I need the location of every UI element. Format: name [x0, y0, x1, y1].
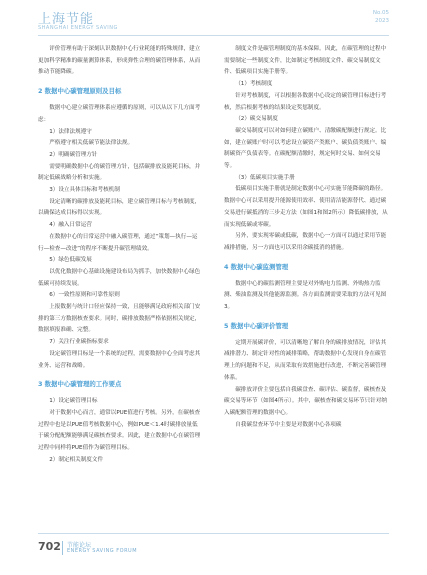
paragraph: 碳排放评价主要包括自我碳盘查、碳评估、碳监督，碳核查及碳交易等环节（如图4所示）。其中，碳核查和碳交易环节只针对纳入碳配额管理的数据中心。 — [224, 386, 387, 416]
page-footer — [0, 533, 427, 575]
paragraph: （2）碳交易制度 — [235, 116, 278, 123]
paragraph: 针对考核制度，可以根据各数据中心设定的碳管理目标进行考核，然后根据考核的结果设定奖惩制度。 — [224, 92, 387, 111]
paragraph: 制度文件是碳管理制度的基本保障。因此，在碳管理的过程中需要制定一些制度文件，比如制定考核制度文件、碳交易制度文件、低碳项目实施手册等。 — [224, 46, 387, 76]
paragraph: 设定碳管理目标是一个系统的过程，需要数据中心全面考虑其业务、运营和战略。 — [38, 350, 201, 369]
paragraph: 对于数据中心而言，通常以PUE值进行考核。另外，在碳核查过程中也是以PUE值考核数据中心，例如PUE＜1.4时碳排放量低于碳分配配额能够满足碳核查要求。因此，建立数据中心在碳管理过程中同样将PUE值作为碳管理目标。 — [38, 409, 201, 452]
paragraph: 1）设定碳管理目标 — [49, 398, 98, 405]
paragraph: 4）融入日常运营 — [49, 222, 92, 229]
paragraph: 数据中心建立碳管理体系应遵循的原则，可以从以下几方面考虑： — [38, 105, 201, 123]
section-heading: 2 数据中心碳管理原则及目标 — [38, 87, 122, 96]
issue-year: 2023 — [375, 18, 389, 24]
paragraph: 另外，要实现零碳或低碳，数据中心一方面可以通过采用节能减排措施，另一方面也可以采用余碳抵消的措施。 — [224, 233, 387, 251]
section-name-en: ENERGY SAVING FORUM — [67, 548, 138, 554]
paragraph: 碳交易制度可以对如何建立碳账户、清缴碳配额进行规定。比如，建立碳账户时可以考虑设立碳资产类账户、碳负债类账户、编制碳资产负债表等。在碳配额清缴时，规定何时交易、如何交易等。 — [224, 127, 387, 170]
paragraph: 以优化数据中心基础设施建设布局为抓手，加快数据中心绿色低碳可持续发展。 — [38, 268, 201, 287]
paragraph: （1）考核制度 — [235, 81, 273, 88]
paragraph: 7）关注行业碳指标要求 — [49, 339, 109, 346]
section-heading: 3 数据中心碳管理的工作要点 — [38, 380, 122, 389]
section-heading: 4 数据中心碳监测管理 — [224, 262, 289, 271]
journal-subtitle: SHANGHAI ENERGY SAVING — [38, 25, 118, 31]
section-name-cn: 节能论坛 — [67, 542, 92, 549]
page-number: 702 — [38, 540, 61, 553]
left-column — [38, 44, 202, 467]
paragraph: 自我碳盘查环节中主要是对数据中心各项碳 — [235, 421, 342, 428]
paragraph: 评价管理有助于深刻认识数据中心行业耗能的特殊规律，建立更加科学精准的碳量测算体系，形成弹性合理的碳管理体系，从而推动节能降碳。 — [38, 46, 201, 76]
header-divider — [38, 35, 389, 36]
paragraph: 设定清晰的碳排放及能耗目标，建立碳管理目标与考核制度，以确保达成目标得以实现。 — [38, 198, 201, 217]
journal-title: 上海节能 — [38, 12, 95, 27]
paragraph: 需要明确数据中心的碳管理方针，包括碳排放及能耗目标，并制定低碳战略分析和实施。 — [38, 163, 201, 182]
right-column — [224, 44, 388, 431]
paragraph: 2）明确碳管理方针 — [49, 151, 98, 158]
issue-number: No.05 — [372, 10, 389, 16]
paragraph: 3）设立具体目标和考核机制 — [49, 187, 120, 194]
paragraph: 上报数据与统计口径应保持一致，且能够满足政府相关部门安排的第三方数据核查要求。同时，碳排放数据严格依据相关规定，数据填报准确、完整。 — [38, 304, 201, 334]
paragraph: 定期开展碳评价，可以清晰地了解自身的碳排放情况，评估其减排潜力、制定针对性的减排策略，帮助数据中心发现自身在碳管理上的问题和不足，从而采取有效措施进行改进，不断完善碳管理体系。 — [224, 339, 387, 381]
issue-info — [373, 9, 389, 25]
paragraph: 2）制定相关制度文件 — [49, 456, 104, 463]
page-header — [0, 0, 427, 42]
paragraph: 5）绿色低碳发展 — [49, 257, 92, 264]
paragraph: （3）低碳项目实施手册 — [235, 174, 295, 181]
footer-divider — [38, 533, 389, 534]
paragraph: 1）法律法规遵守 — [49, 128, 92, 135]
footer-separator — [62, 541, 63, 555]
paragraph: 数据中心的碳监测管理主要是对外购电力监测、外购热力监测、柴油监测及其他能源监测。各方面监测需要采取的方法可见图3。 — [224, 280, 387, 311]
section-heading: 5 数据中心碳评价管理 — [224, 321, 289, 330]
paragraph: 6）一致性原则和可靠性原则 — [49, 292, 120, 299]
paragraph: 在数据中心的日常运营中融入碳管理，通过“策划—执行—运行—检查—改进”的程序不断提升碳管理绩效。 — [38, 233, 198, 252]
paragraph: 严格遵守相关低碳节能法律法规。 — [49, 140, 134, 147]
paragraph: 低碳项目实施手册就是制定数据中心可实施节能降碳的路径。数据中心可以采用提升能源使用效率、使用清洁能源替代、通过碳交易进行碳抵消的三步走方法（如图1和图2所示）降低碳排放，从而实现低碳或零碳。 — [224, 186, 388, 228]
